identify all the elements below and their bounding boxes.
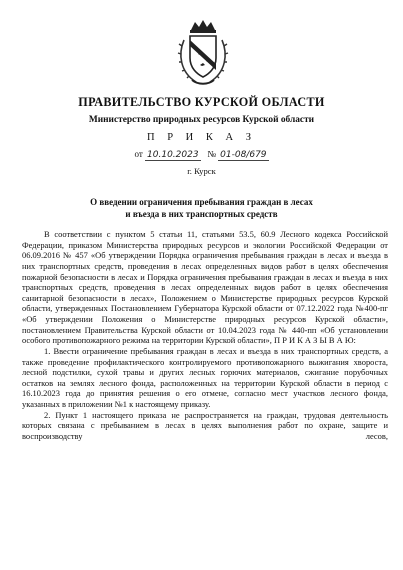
government-title: ПРАВИТЕЛЬСТВО КУРСКОЙ ОБЛАСТИ xyxy=(78,95,325,109)
ministry-name: Министерство природных ресурсов Курской области xyxy=(88,115,315,125)
item-1-paragraph: 1. Ввести ограничение пребывания граждан в лесах и въезда в них транспортных средств, а также проведение профилактического контролируемого противопожарного выжигания хвороста, лесной подстилки, сухой травы и других лесных горючих материалов, сжигание порубочных остатков на землях лесного фонда, расположенных на территории Курской области в период с 16.10.2023 года до принятия решения о его отмене, согласно мест участков лесного фонда, указанных в приложении №1 к настоящему приказу. xyxy=(22,345,388,409)
order-subject xyxy=(0,196,403,220)
city: г. Курск xyxy=(187,166,216,176)
date-prefix: от xyxy=(134,149,143,159)
number-prefix: № xyxy=(207,149,216,159)
date-number-line xyxy=(0,149,403,160)
coat-of-arms-icon xyxy=(176,18,230,88)
order-number: 01-08/679 xyxy=(220,150,267,160)
preamble-paragraph: В соответствии с пунктом 5 статьи 11, статьями 53.5, 60.9 Лесного кодекса Российской Федерации, приказом Министерства природных ресурсов и экологии Российской Федерации от 06.09.2016 № 457 «Об утверждении Порядка ограничения пребывания граждан в лесах и въезда в них транспортных средств, проведения в лесах определенных видов работ в целях обеспечения пожарной безопасности в лесах и Порядка ограничения пребывания граждан в лесах и въезда в них транспортных средств, проведения в лесах определенных видов работ в целях обеспечения санитарной безопасности в лесах», Положением о Министерстве природных ресурсов Курской области, утвержденных Постановлением Губернатора Курской области от 07.12.2022 года №400-пг «Об утверждении Положения о Министерстве природных ресурсов Курской области», постановлением Правительства Курской области от 10.04.2023 года № 440-пп «Об установлении особого противопожарного режима на территории Курской области», П Р И К А З Ы В А Ю: xyxy=(22,229,388,346)
order-date: 10.10.2023 xyxy=(147,150,199,160)
subject-line-1: О введении ограничения пребывания граждан в лесах xyxy=(90,197,313,207)
document-type: П Р И К А З xyxy=(147,132,256,143)
order-body xyxy=(22,229,388,442)
item-2-paragraph: 2. Пункт 1 настоящего приказа не распространяется на граждан, трудовая деятельность которых связана с пребыванием в лесах в целях выполнения работ по охране, защите и воспроизводству лесов, xyxy=(22,409,388,441)
subject-line-2: и въезда в них транспортных средств xyxy=(125,209,278,219)
